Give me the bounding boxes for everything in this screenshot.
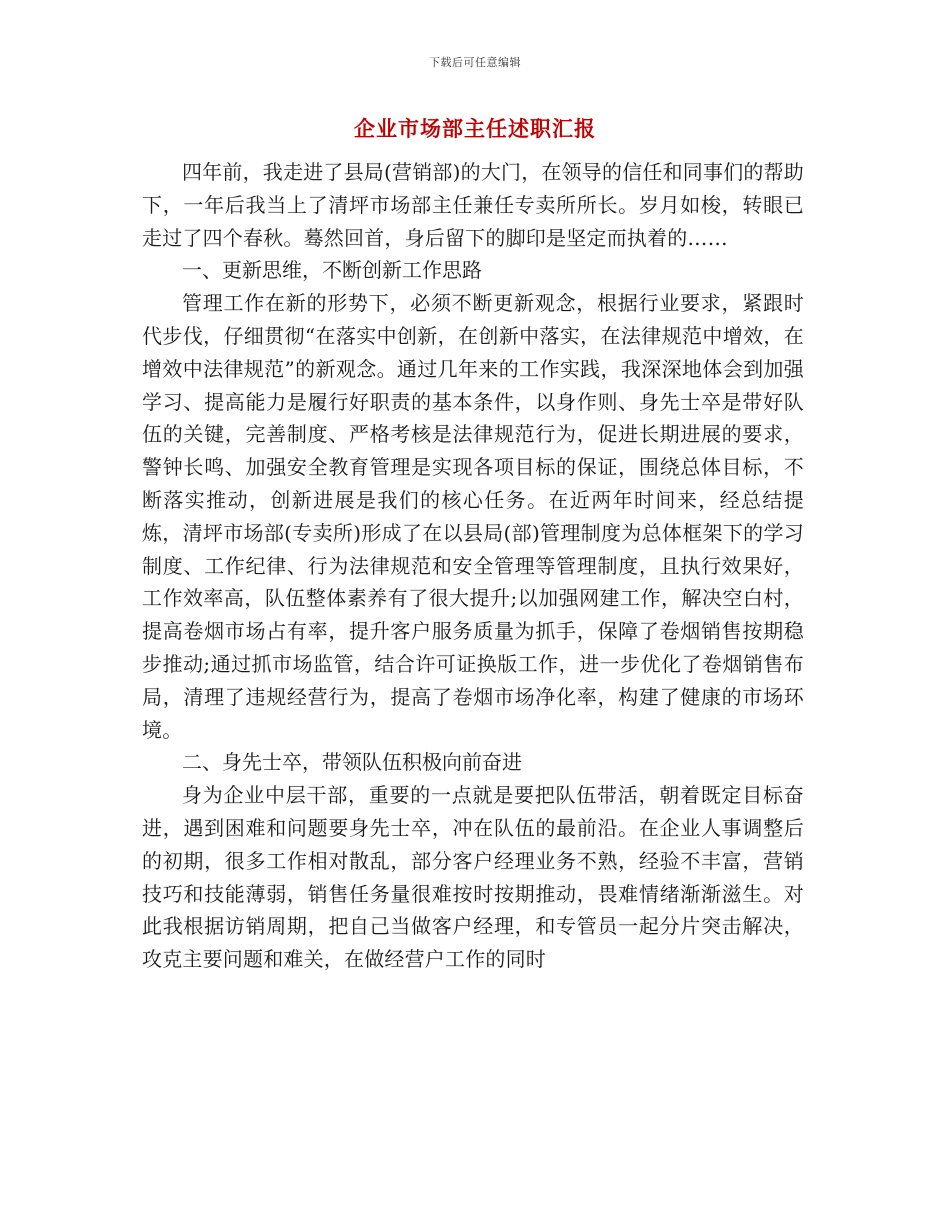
paragraph-intro: 四年前，我走进了县局(营销部)的大门，在领导的信任和同事们的帮助下，一年后我当上了清坪市场部主任兼任专卖所所长。岁月如梭，转眼已走过了四个春秋。蓦然回首，身后留下的脚印是坚定而执着的…… bbox=[142, 160, 805, 250]
paragraph-section-2: 身为企业中层干部，重要的一点就是要把队伍带活，朝着既定目标奋进，遇到困难和问题要身先士卒，冲在队伍的最前沿。在企业人事调整后的初期，很多工作相对散乱，部分客户经理业务不熟，经验不丰富，营销技巧和技能薄弱，销售任务量很难按时按期推动，畏难情绪渐渐滋生。对此我根据访销周期，把自己当做客户经理，和专管员一起分片突击解决，攻克主要问题和难关，在做经营户工作的同时 bbox=[142, 783, 804, 972]
document-body bbox=[142, 156, 804, 976]
paragraph-section-1: 管理工作在新的形势下，必须不断更新观念，根据行业要求，紧跟时代步伐，仔细贯彻“在落实中创新，在创新中落实，在法律规范中增效，在增效中法律规范”的新观念。通过几年来的工作实践，我深深地体会到加强学习、提高能力是履行好职责的基本条件，以身作则、身先士卒是带好队伍的关键，完善制度、严格考核是法律规范行为，促进长期进展的要求，警钟长鸣、加强安全教育管理是实现各项目标的保证，围绕总体目标，不断落实推动，创新进展是我们的核心任务。在近两年时间来，经总结提炼，清坪市场部(专卖所)形成了在以县局(部)管理制度为总体框架下的学习制度、工作纪律、行为法律规范和安全管理等管理制度，且执行效果好，工作效率高，队伍整体素养有了很大提升;以加强网建工作，解决空白村，提高卷烟市场占有率，提升客户服务质量为抓手，保障了卷烟销售按期稳步推动;通过抓市场监管，结合许可证换版工作，进一步优化了卷烟销售布局，清理了违规经营行为，提高了卷烟市场净化率，构建了健康的市场环境。 bbox=[142, 291, 804, 742]
section-heading-1: 一、更新思维，不断创新工作思路 bbox=[182, 258, 482, 283]
document-title: 企业市场部主任述职汇报 bbox=[354, 116, 596, 141]
header-note: 下载后可任意编辑 bbox=[429, 56, 521, 69]
section-heading-2: 二、身先士卒，带领队伍积极向前奋进 bbox=[182, 750, 522, 775]
